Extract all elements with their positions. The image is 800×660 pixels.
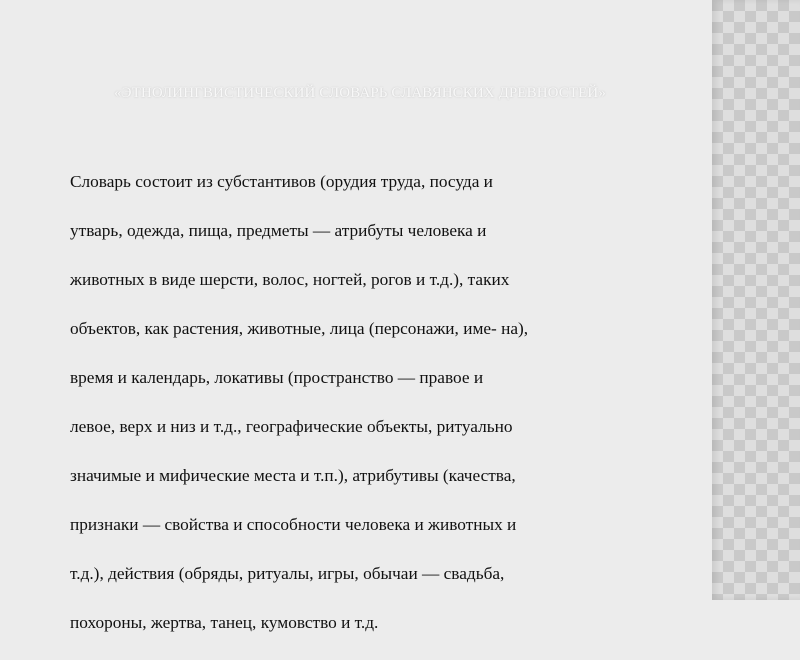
body-line: т.д.), действия (обряды, ритуалы, игры, обычаи — свадьба, — [70, 563, 505, 583]
slide-title: «ЭТНОЛИНГВИСТИЧЕСКИЙ СЛОВАРЬ СЛАВЯНСКИХ ДРЕВНОСТЕЙ» — [114, 85, 606, 101]
body-line: похороны, жертва, танец, кумовство и т.д. — [70, 612, 379, 632]
body-line: левое, верх и низ и т.д., географические объекты, ритуально — [70, 416, 513, 436]
slide-body-text — [70, 145, 690, 660]
body-line: время и календарь, локативы (пространство — правое и — [70, 367, 484, 387]
body-line: значимые и мифические места и т.п.), атрибутивы (качества, — [70, 465, 516, 485]
body-line: Словарь состоит из субстантивов (орудия труда, посуда и — [70, 171, 493, 191]
body-line: животных в виде шерсти, волос, ногтей, рогов и т.д.), таких — [70, 269, 510, 289]
decorative-diamond-pattern — [712, 0, 800, 600]
body-line: признаки — свойства и способности человека и животных и — [70, 514, 517, 534]
body-line: утварь, одежда, пища, предметы — атрибуты человека и — [70, 220, 487, 240]
body-line: объектов, как растения, животные, лица (персонажи, име- на), — [70, 318, 529, 338]
